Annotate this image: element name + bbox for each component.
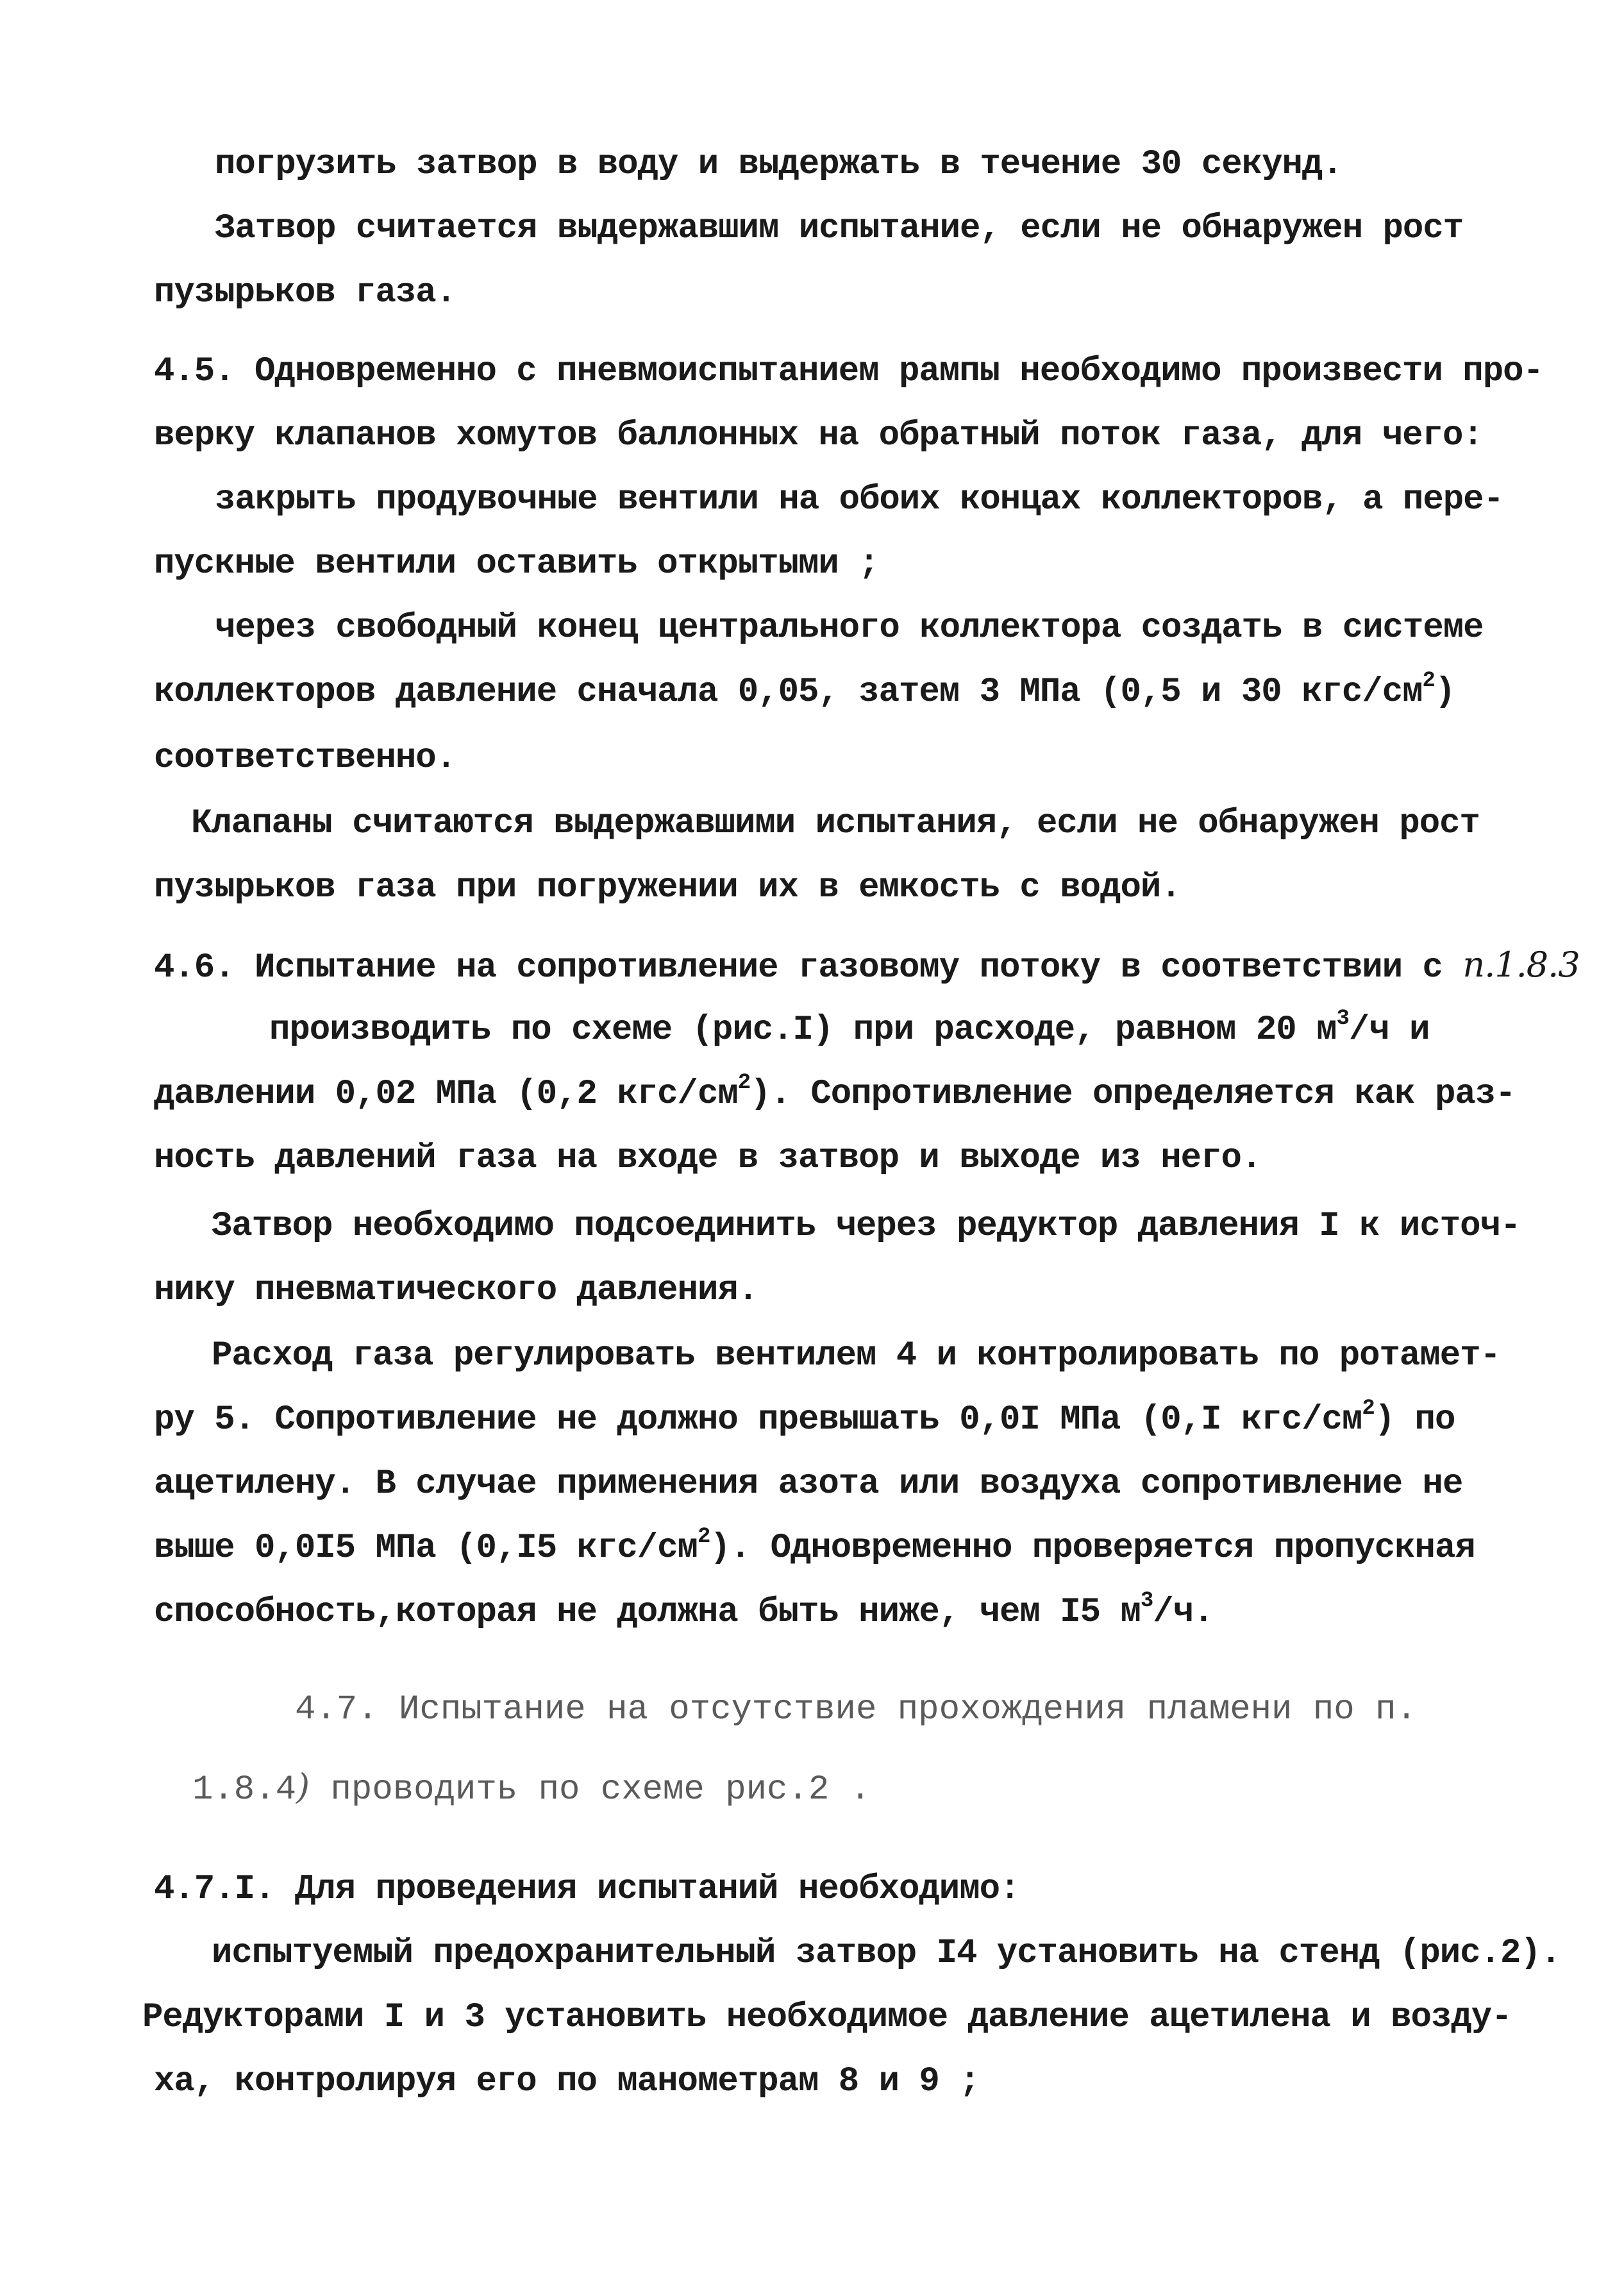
section-4-7-1-line: 4.7.I. Для проведения испытаний необходимо: bbox=[154, 1870, 1020, 1909]
superscript: 2 bbox=[1362, 1397, 1375, 1421]
text-line: Затвор считается выдержавшим испытание, если не обнаружен рост bbox=[215, 209, 1464, 248]
text-line: пузырьков газа при погружении их в емкость с водой. bbox=[154, 868, 1181, 907]
text-line: верку клапанов хомутов баллонных на обратный поток газа, для чего: bbox=[154, 416, 1483, 455]
text-line: Клапаны считаются выдержавшими испытания, если не обнаружен рост bbox=[191, 804, 1480, 843]
text-line bbox=[269, 1008, 1430, 1053]
text-fragment: ) bbox=[1434, 673, 1455, 712]
text-fragment: /ч и bbox=[1348, 1011, 1430, 1050]
text-line: ацетилену. В случае применения азота или воздуха сопротивление не bbox=[154, 1464, 1463, 1504]
text-fragment: ). Одновременно проверяется пропускная bbox=[710, 1529, 1475, 1568]
text-line bbox=[154, 670, 1455, 715]
text-fragment: ) по bbox=[1374, 1400, 1455, 1439]
superscript: 2 bbox=[697, 1525, 710, 1549]
superscript: 2 bbox=[1422, 669, 1435, 693]
text-line: соответственно. bbox=[154, 739, 456, 778]
text-line: погрузить затвор в воду и выдержать в течение 30 секунд. bbox=[215, 145, 1343, 184]
text-fragment: 1.8.4 bbox=[192, 1770, 297, 1809]
text-fragment: коллекторов давление сначала 0,05, затем 3 МПа (0,5 и 30 кгс/см bbox=[154, 673, 1423, 712]
text-fragment: выше 0,0I5 МПа (0,I5 кгс/см bbox=[154, 1529, 698, 1568]
text-line: пускные вентили оставить открытыми ; bbox=[154, 544, 879, 583]
handwritten-bracket: ) bbox=[296, 1766, 310, 1807]
text-line bbox=[154, 1072, 1516, 1117]
text-fragment: /ч. bbox=[1153, 1593, 1214, 1632]
text-line: нику пневматического давления. bbox=[154, 1271, 758, 1310]
text-line: ность давлений газа на входе в затвор и выходе из него. bbox=[154, 1139, 1262, 1178]
text-line: пузырьков газа. bbox=[154, 273, 456, 312]
text-fragment: давлении 0,02 МПа (0,2 кгс/см bbox=[154, 1075, 738, 1114]
text-line: Расход газа регулировать вентилем 4 и контролировать по ротамет- bbox=[212, 1336, 1500, 1375]
handwritten-reference: п.1.8.3 bbox=[1462, 944, 1580, 985]
text-line: Редукторами I и 3 установить необходимое давление ацетилена и возду- bbox=[142, 1998, 1512, 2037]
superscript: 3 bbox=[1336, 1007, 1349, 1031]
text-line bbox=[154, 1590, 1213, 1635]
superscript: 3 bbox=[1140, 1589, 1153, 1613]
section-4-6-line bbox=[154, 943, 1580, 991]
text-line bbox=[154, 1526, 1475, 1571]
text-line: закрыть продувочные вентили на обоих концах коллекторов, а пере- bbox=[215, 480, 1503, 519]
section-4-5-line: 4.5. Одновременно с пневмоиспытанием рампы необходимо произвести про- bbox=[154, 352, 1543, 391]
text-fragment: способность,которая не должна быть ниже, чем I5 м bbox=[154, 1593, 1141, 1632]
text-line: ха, контролируя его по манометрам 8 и 9 ; bbox=[154, 2062, 980, 2101]
text-fragment: ). Сопротивление определяется как раз- bbox=[750, 1075, 1516, 1114]
text-fragment: проводить по схеме рис.2 . bbox=[310, 1770, 871, 1809]
text-line: испытуемый предохранительный затвор I4 установить на стенд (рис.2). bbox=[212, 1934, 1561, 1973]
text-line bbox=[192, 1765, 871, 1813]
text-line bbox=[154, 1398, 1455, 1443]
superscript: 2 bbox=[737, 1071, 751, 1095]
text-fragment: производить по схеме (рис.I) при расходе, равном 20 м bbox=[269, 1011, 1337, 1050]
text-line: через свободный конец центрального коллектора создать в системе bbox=[215, 608, 1484, 648]
text-fragment: 4.6. Испытание на сопротивление газовому потоку в соответствии с bbox=[154, 948, 1443, 987]
text-fragment: ру 5. Сопротивление не должно превышать 0,0I МПа (0,I кгс/см bbox=[154, 1400, 1362, 1439]
text-line: Затвор необходимо подсоединить через редуктор давления I к источ- bbox=[212, 1207, 1521, 1246]
section-4-7-line: 4.7. Испытание на отсутствие прохождения пламени по п. bbox=[295, 1690, 1417, 1729]
